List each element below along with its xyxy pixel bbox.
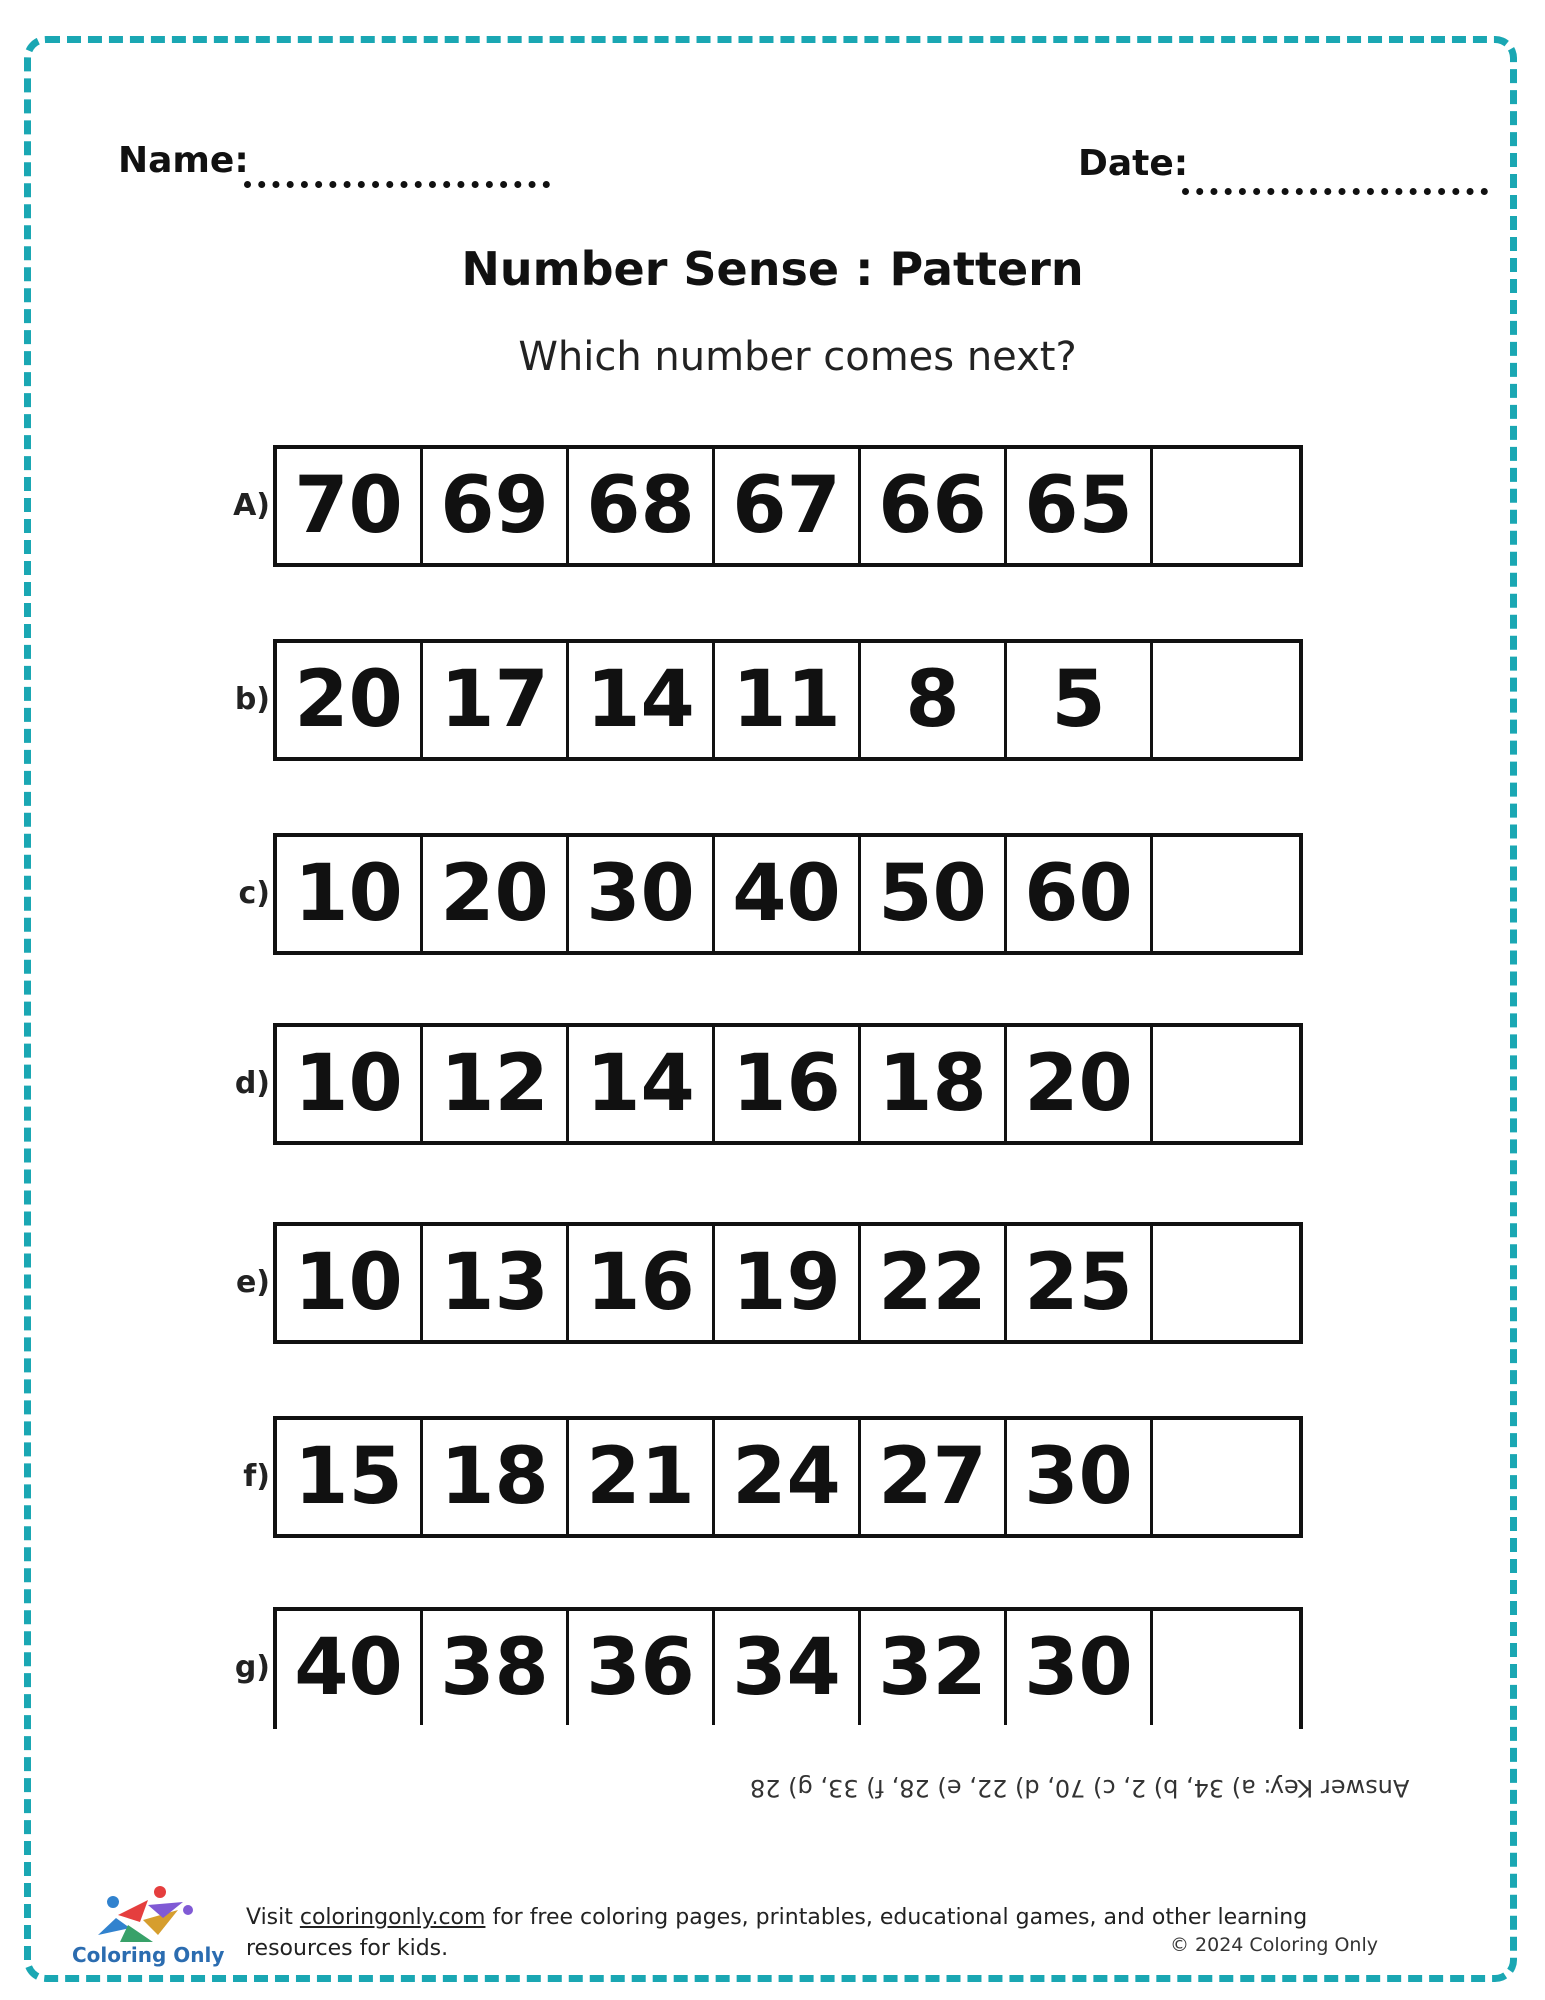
number-cell: 40 xyxy=(277,1611,423,1725)
answer-blank-cell[interactable] xyxy=(1153,1027,1299,1141)
number-cell: 16 xyxy=(715,1027,861,1141)
number-cell: 14 xyxy=(569,1027,715,1141)
footer-visit-suffix: for free coloring pages, printables, educational games, and other learning resources for kids. xyxy=(246,1905,1308,1961)
number-cell: 15 xyxy=(277,1420,423,1534)
number-cell: 38 xyxy=(423,1611,569,1725)
footer-visit-prefix: Visit xyxy=(246,1905,300,1930)
number-boxes xyxy=(273,1416,1303,1538)
number-cell: 25 xyxy=(1007,1226,1153,1340)
worksheet-title: Number Sense : Pattern xyxy=(461,242,1084,296)
row-label: c) xyxy=(238,876,270,911)
answer-key: Answer Key: a) 34, b) 2, c) 70, d) 22, e) 28, f) 33, g) 28 xyxy=(750,1774,1410,1802)
number-cell: 40 xyxy=(715,837,861,951)
number-cell: 22 xyxy=(861,1226,1007,1340)
logo-text: Coloring Only xyxy=(72,1943,225,1967)
number-cell: 20 xyxy=(277,643,423,757)
number-cell: 50 xyxy=(861,837,1007,951)
row-label: f) xyxy=(243,1459,270,1494)
answer-blank-cell[interactable] xyxy=(1153,1420,1299,1534)
answer-blank-cell[interactable] xyxy=(1153,1226,1299,1340)
number-cell: 34 xyxy=(715,1611,861,1725)
number-boxes xyxy=(273,1607,1303,1729)
number-cell: 21 xyxy=(569,1420,715,1534)
number-boxes xyxy=(273,445,1303,567)
copyright-text: © 2024 Coloring Only xyxy=(1170,1934,1378,1956)
answer-blank-cell[interactable] xyxy=(1153,643,1299,757)
number-boxes xyxy=(273,1222,1303,1344)
number-cell: 36 xyxy=(569,1611,715,1725)
number-cell: 70 xyxy=(277,449,423,563)
number-cell: 13 xyxy=(423,1226,569,1340)
number-cell: 8 xyxy=(861,643,1007,757)
number-cell: 27 xyxy=(861,1420,1007,1534)
number-cell: 32 xyxy=(861,1611,1007,1725)
pattern-row xyxy=(210,1416,1310,1538)
row-label: b) xyxy=(234,682,270,717)
name-label: Name: xyxy=(118,140,249,181)
pattern-row xyxy=(210,445,1310,567)
number-cell: 12 xyxy=(423,1027,569,1141)
number-cell: 14 xyxy=(569,643,715,757)
answer-blank-cell[interactable] xyxy=(1153,449,1299,563)
answer-blank-cell[interactable] xyxy=(1153,1611,1299,1725)
row-label: d) xyxy=(234,1066,270,1101)
number-cell: 10 xyxy=(277,837,423,951)
name-blank-line xyxy=(244,181,550,188)
number-cell: 10 xyxy=(277,1226,423,1340)
number-cell: 11 xyxy=(715,643,861,757)
coloringonly-link[interactable]: coloringonly.com xyxy=(299,1905,486,1930)
pattern-row xyxy=(210,1222,1310,1344)
number-cell: 30 xyxy=(569,837,715,951)
number-cell: 10 xyxy=(277,1027,423,1141)
answer-blank-cell[interactable] xyxy=(1153,837,1299,951)
date-blank-line xyxy=(1182,188,1488,195)
number-boxes xyxy=(273,639,1303,761)
coloring-only-logo-icon xyxy=(68,1880,218,1950)
number-cell: 60 xyxy=(1007,837,1153,951)
pattern-row xyxy=(210,1607,1310,1729)
number-cell: 20 xyxy=(423,837,569,951)
worksheet-instructions: Which number comes next? xyxy=(518,334,1077,380)
row-label: e) xyxy=(235,1265,270,1300)
number-cell: 16 xyxy=(569,1226,715,1340)
pattern-row xyxy=(210,833,1310,955)
number-cell: 17 xyxy=(423,643,569,757)
number-cell: 65 xyxy=(1007,449,1153,563)
pattern-row xyxy=(210,639,1310,761)
number-cell: 69 xyxy=(423,449,569,563)
row-label: A) xyxy=(233,488,270,523)
number-cell: 18 xyxy=(861,1027,1007,1141)
number-cell: 67 xyxy=(715,449,861,563)
number-boxes xyxy=(273,1023,1303,1145)
number-boxes xyxy=(273,833,1303,955)
date-label: Date: xyxy=(1078,143,1189,184)
number-cell: 66 xyxy=(861,449,1007,563)
number-cell: 30 xyxy=(1007,1611,1153,1725)
pattern-row xyxy=(210,1023,1310,1145)
number-cell: 20 xyxy=(1007,1027,1153,1141)
number-cell: 30 xyxy=(1007,1420,1153,1534)
number-cell: 5 xyxy=(1007,643,1153,757)
number-cell: 18 xyxy=(423,1420,569,1534)
number-cell: 24 xyxy=(715,1420,861,1534)
number-cell: 19 xyxy=(715,1226,861,1340)
number-cell: 68 xyxy=(569,449,715,563)
row-label: g) xyxy=(234,1650,270,1685)
